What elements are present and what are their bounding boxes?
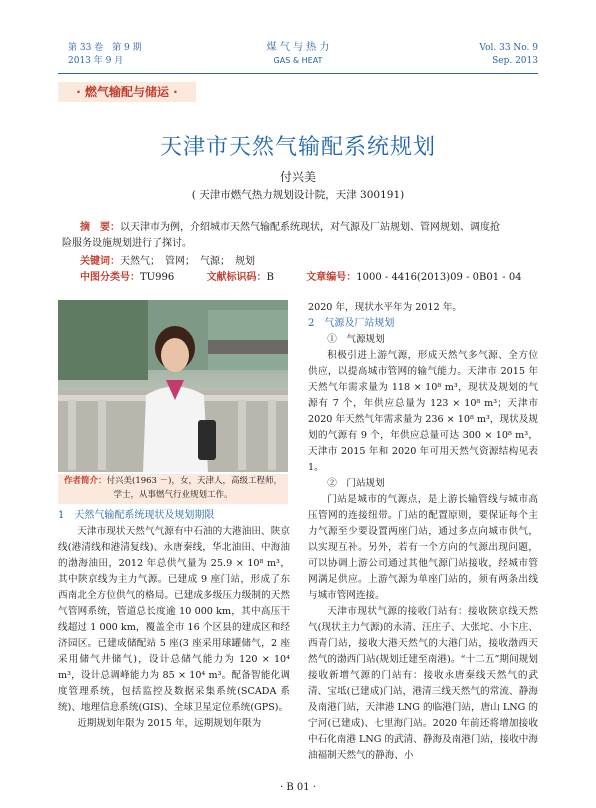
- abstract-label: 摘 要：: [80, 222, 120, 233]
- right-column: [308, 300, 538, 764]
- clc-label: 中图分类号：: [80, 272, 140, 283]
- paragraph: 2020 年，现状水平年为 2012 年。: [308, 302, 462, 313]
- keywords-label: 关键词：: [80, 256, 120, 267]
- journal-volume: 第 33 卷 第 9 期: [68, 43, 142, 53]
- doc-code-value: B: [266, 272, 274, 283]
- paragraph: 天津市现状天然气气源有中石油的大港油田、陕京线(港清线和港清复线)、永唐秦线，华北油田、中海油的渤海油田，2012 年总供气量为 25.9 × 10⁸ m³，其中陕京线为主力气源。已建成 9 座门站，形成了东西南北全方位供气的格局。已建成多级压力级制的天然气管网系统，管道总长度逾 10 000 km，其中高压干线超过 1 000 km，覆盖全市 16 个区县的建成区和经济园区。已建成储配站 5 座(3 座采用球罐储气，2 座采用储气井储气)，设计总储气能力为 120 × 10⁴ m³，设计总调峰能力为 85 × 10⁴ m³。配备智能化调度管理系统，包括监控及数据采集系统(SCADA 系统)、地理信息系统(GIS)、全球卫星定位系统(GPS)。: [58, 526, 290, 713]
- author-photo: [58, 300, 288, 472]
- abstract: [62, 220, 502, 252]
- paragraph: 天津市现状气源的接收门站有：接收陕京线天然气(现状主力气源)的永清、汪庄子、大张坨、小卞庄、西青门站，接收大港天然气的大港门站，接收渤西天然气的渤西门站(规划迁建至南港)。“十二五”期间规划接收新增气源的门站有：接收永唐秦线天然气的武清、宝坻(已建成)门站，港清三线天然气的常流、静海及南港门站，天津港 LNG 的临港门站，唐山 LNG 的宁河(已建成)、七里海门站。2020 年前还将增加接收中石化南港 LNG 的武清、静海及南港门站，接收中海油福制天然气的静海、小: [308, 606, 538, 761]
- journal-name: 煤 气 与 热 力: [266, 42, 330, 53]
- author-bio: [58, 474, 288, 504]
- header-rule: [58, 73, 538, 74]
- journal-name-en: GAS & HEAT: [273, 56, 323, 65]
- left-column: [58, 508, 290, 732]
- abstract-text: 以天津市为例，介绍城市天然气输配系统现状，对气源及厂站规划、管网规划、调度抢险服务设施规划进行了探讨。: [62, 222, 500, 249]
- affiliation: ( 天津市燃气热力规划设计院，天津 300191): [191, 189, 405, 201]
- paragraph: 近期规划年限为 2015 年，远期规划年限为: [77, 718, 262, 729]
- section-heading-2: 2 气源及厂站规划: [308, 318, 395, 329]
- author-bio-label: 作者简介：: [64, 476, 107, 486]
- author: 付兴美: [279, 170, 316, 184]
- page-number: · B 01 ·: [280, 782, 316, 793]
- subheading-gate-station: ② 门站规划: [327, 478, 385, 489]
- article-title: 天津市天然气输配系统规划: [159, 135, 436, 160]
- journal-date-en: Sep. 2013: [492, 56, 538, 66]
- paragraph: 门站是城市的气源点，是上游长输管线与城市高压管网的连接纽带。门站的配置原则，要保证每个主力气源至少要设置两座门站，通过多点向城市供气，以实现互补。另外，若有一个方向的气源出现问题，可以协调上游公司通过其他气源门站接收，经城市管网满足供应。上游气源为单座门站的，须有两条出线与城市管网连接。: [308, 494, 538, 601]
- article-no-label: 文章编号：: [306, 272, 357, 283]
- paragraph: 积极引进上游气源，形成天然气多气源、全方位供应，以提高城市管网的输气能力。天津市 2015 年天然气年需求量为 118 × 10⁸ m³，现状及规划的气源有 7 个，年供应总量为 123 × 10⁸ m³；天津市 2020 年天然气年需求量为 236 × 10⁸ m³，现状及规划的气源有 9 个，年供应总量可达 300 × 10⁸ m³，天津市 2015 年和 2020 年可用天然气资源结构见表 1。: [308, 350, 538, 473]
- clc-value: TU996: [140, 272, 175, 283]
- keywords: [80, 252, 510, 267]
- author-bio-line2: 学士，从事燃气行业规划工作。: [113, 490, 233, 500]
- doc-code-label: 文献标识码：: [206, 272, 267, 283]
- journal-date: 2013 年 9 月: [68, 56, 124, 66]
- author-bio-line1: 付兴美(1963 －)，女，天津人，高级工程师，: [106, 476, 282, 486]
- journal-volume-en: Vol. 33 No. 9: [479, 43, 538, 53]
- section-tag: · 燃气输配与储运 ·: [58, 82, 196, 102]
- subheading-gas-source: ① 气源规划: [327, 334, 385, 345]
- author-photo-illustration: [58, 300, 288, 472]
- section-heading-1: 1 天然气输配系统现状及规划期限: [58, 510, 215, 521]
- keywords-text: 天然气； 管网； 气源； 规划: [120, 256, 255, 267]
- classification-line: [80, 268, 540, 283]
- article-no-value: 1000 - 4416(2013)09 - 0B01 - 04: [356, 272, 522, 283]
